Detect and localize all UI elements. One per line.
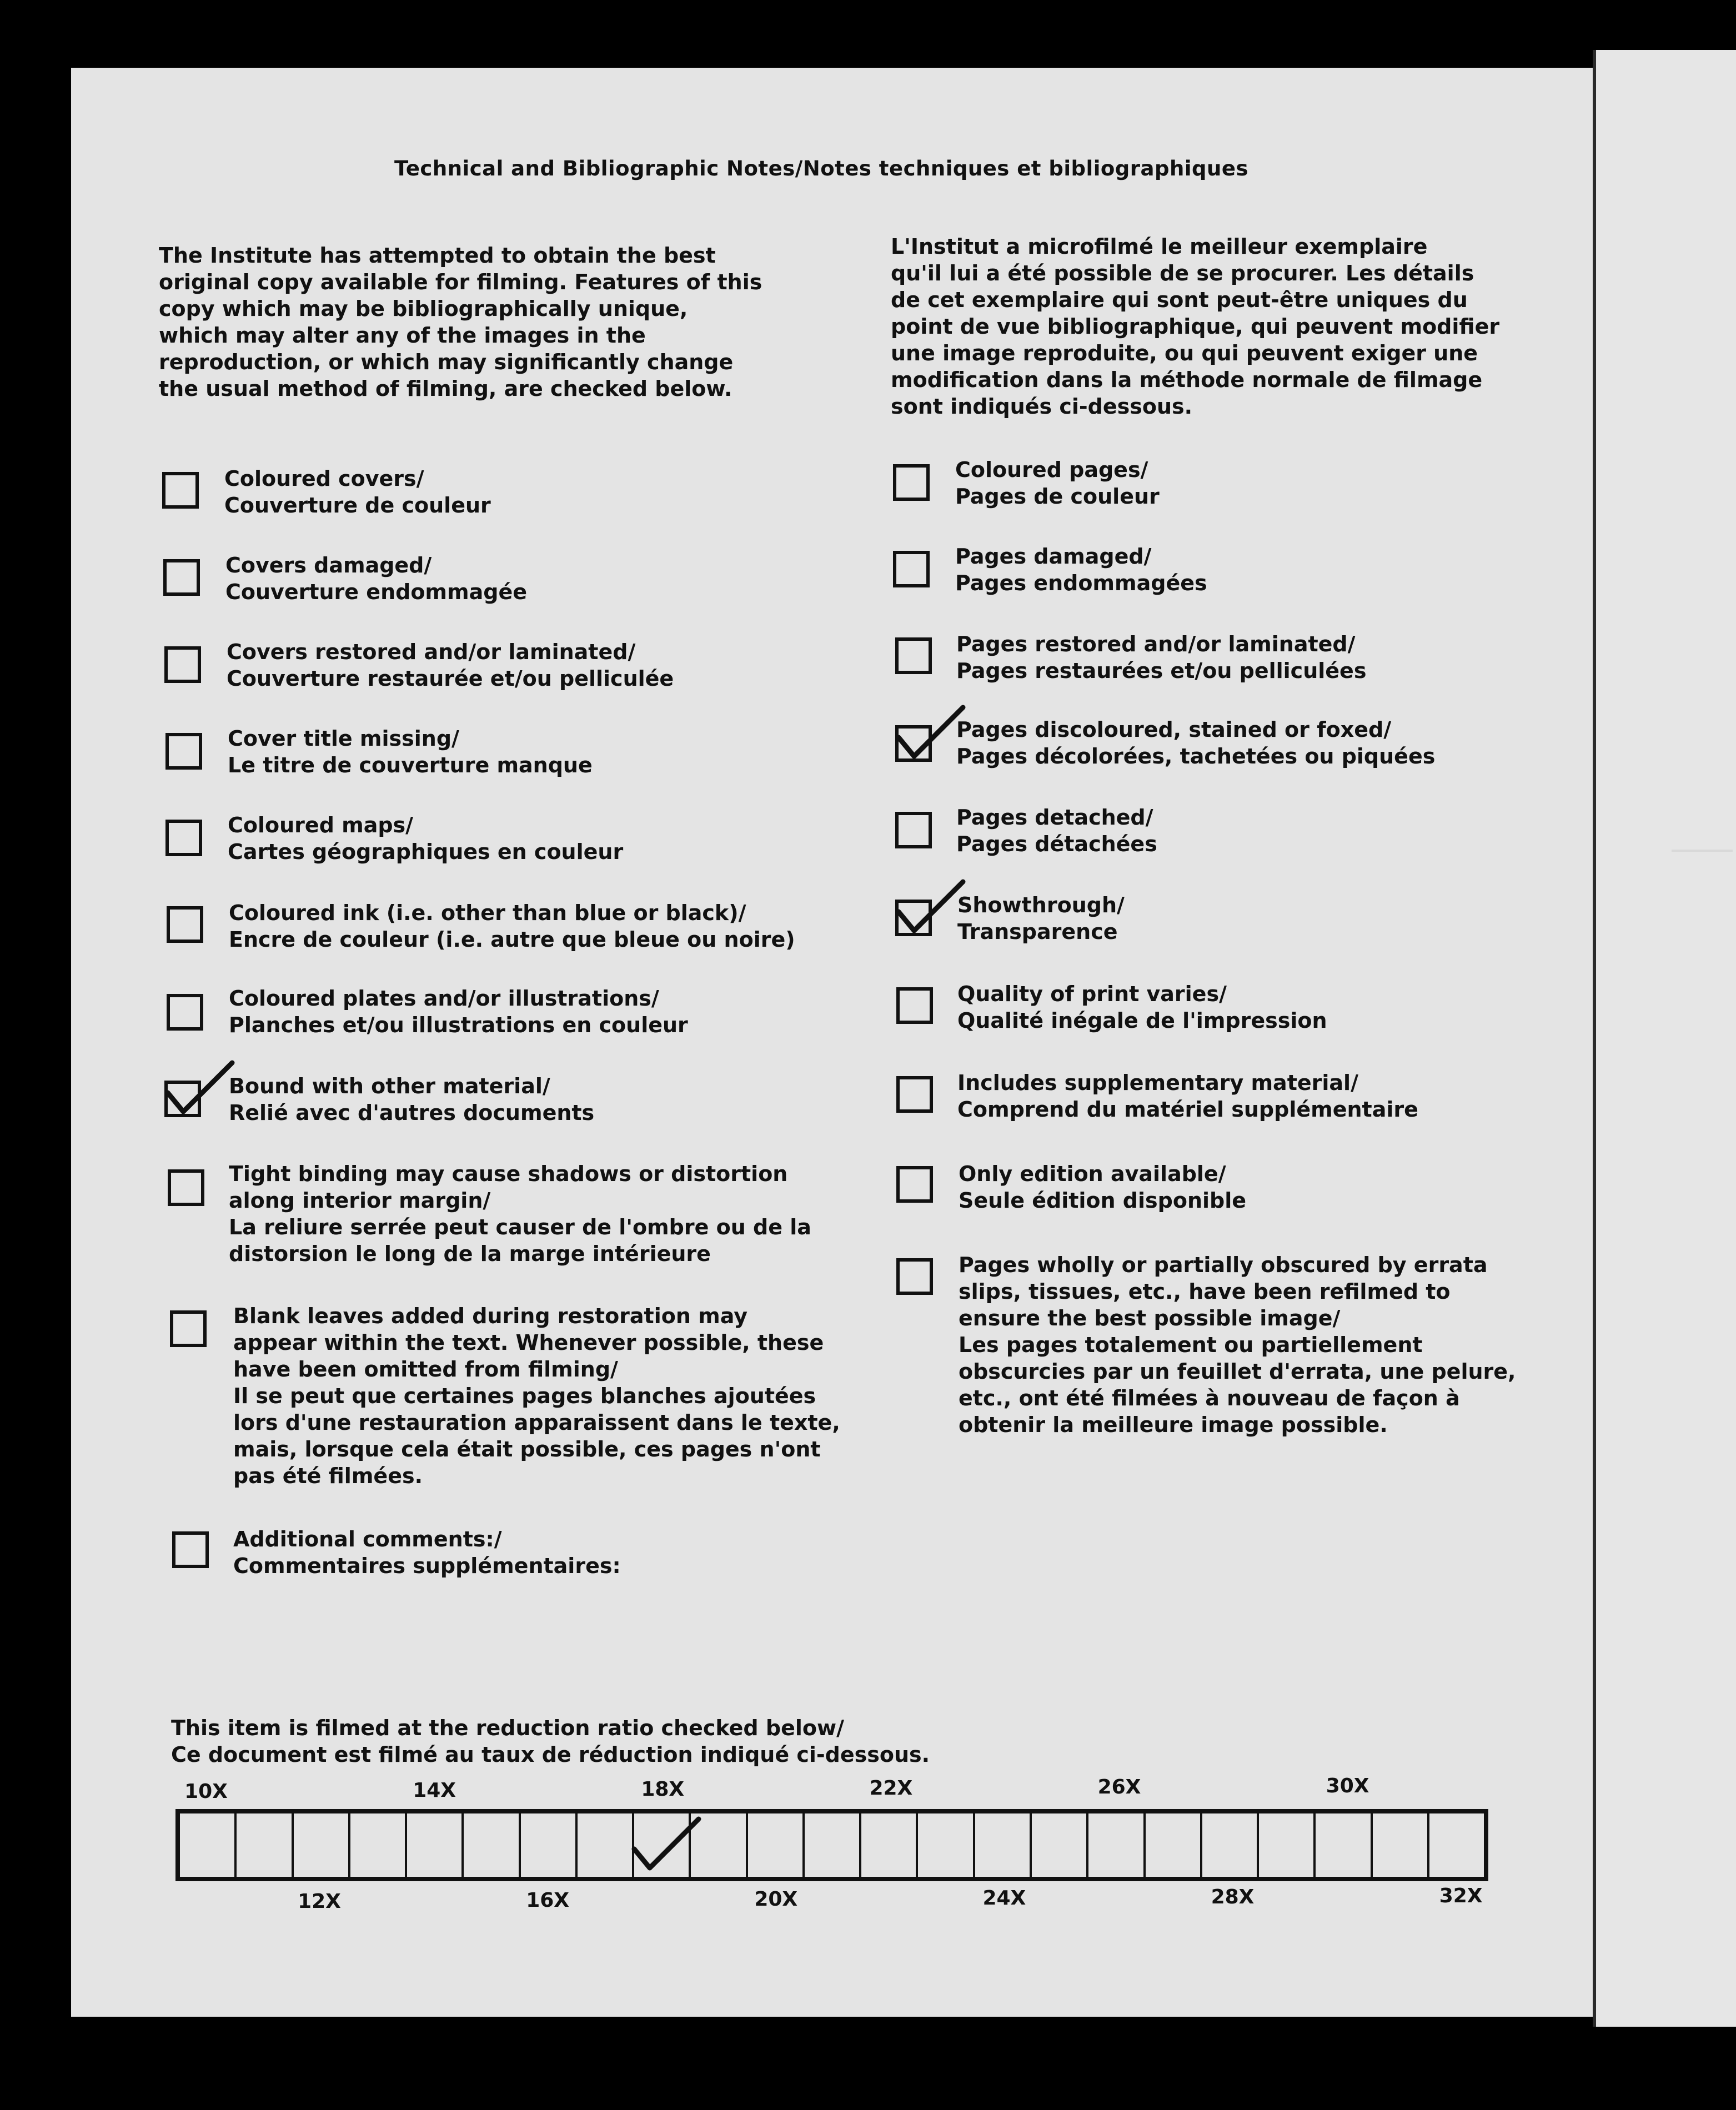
reduction-bottom-label: 28X [1211, 1886, 1255, 1908]
left-item-line: Coloured covers/ [224, 466, 424, 491]
left-item-line: La reliure serrée peut causer de l'ombre ou de la [229, 1215, 811, 1239]
right-checkbox-0[interactable] [893, 464, 930, 501]
right-item-label-2 [956, 631, 1366, 684]
left-checkbox-0[interactable] [162, 472, 199, 509]
intro-fr-line: modification dans la méthode normale de filmage [891, 368, 1483, 392]
reduction-cell[interactable] [407, 1813, 464, 1877]
reduction-intro [171, 1715, 930, 1768]
left-item-line: lors d'une restauration apparaissent dans le texte, [233, 1410, 840, 1435]
adjacent-page [1593, 50, 1736, 2027]
left-checkmark-7 [161, 1058, 239, 1119]
right-item-line: etc., ont été filmées à nouveau de façon à [959, 1386, 1460, 1410]
right-item-line: Pages damaged/ [955, 544, 1152, 569]
right-item-line: Pages restaurées et/ou pelliculées [956, 659, 1367, 683]
left-item-label-5 [229, 900, 795, 953]
reduction-cell[interactable] [1259, 1813, 1316, 1877]
reduction-cell[interactable] [521, 1813, 578, 1877]
right-checkbox-1[interactable] [893, 551, 930, 587]
reduction-cell[interactable] [294, 1813, 350, 1877]
left-item-label-4 [228, 812, 623, 865]
reduction-cell[interactable] [1202, 1813, 1259, 1877]
left-item-line: Blank leaves added during restoration may [233, 1304, 747, 1328]
reduction-cell[interactable] [578, 1813, 634, 1877]
right-item-label-4 [956, 804, 1157, 857]
intro-fr-line: L'Institut a microfilmé le meilleur exemplaire [891, 234, 1428, 259]
reduction-bottom-label: 24X [982, 1887, 1026, 1910]
left-item-label-7 [229, 1073, 594, 1126]
left-checkbox-6[interactable] [167, 994, 203, 1031]
intro-fr-line: de cet exemplaire qui sont peut-être uniques du [891, 288, 1468, 312]
reduction-bottom-label: 32X [1439, 1885, 1483, 1907]
intro-en-line: copy which may be bibliographically unique, [159, 297, 688, 321]
reduction-top-label: 10X [184, 1780, 228, 1803]
reduction-top-label: 14X [413, 1779, 456, 1802]
reduction-ratio-bar [175, 1809, 1488, 1881]
left-checkbox-1[interactable] [163, 559, 200, 596]
reduction-top-label: 18X [641, 1778, 685, 1801]
left-checkbox-3[interactable] [165, 733, 202, 770]
left-item-label-10 [233, 1526, 621, 1579]
right-item-line: Comprend du matériel supplémentaire [957, 1097, 1418, 1122]
left-item-line: Cover title missing/ [228, 726, 459, 751]
reduction-cell[interactable] [861, 1813, 918, 1877]
left-item-line: Tight binding may cause shadows or distortion [229, 1162, 788, 1186]
intro-en-line: original copy available for filming. Features of this [159, 270, 762, 294]
reduction-cell[interactable] [1088, 1813, 1145, 1877]
intro-en-line: reproduction, or which may significantly change [159, 350, 734, 374]
intro-french [891, 233, 1524, 420]
left-checkbox-5[interactable] [167, 906, 203, 943]
reduction-top-label: 26X [1097, 1776, 1141, 1798]
reduction-bottom-label: 20X [754, 1888, 798, 1911]
left-item-line: Additional comments:/ [233, 1527, 502, 1551]
right-item-label-3 [956, 716, 1435, 770]
left-item-line: Coloured maps/ [228, 813, 414, 837]
left-item-line: Relié avec d'autres documents [229, 1101, 595, 1125]
intro-en-line: The Institute has attempted to obtain the best [159, 243, 716, 268]
right-item-label-5 [957, 892, 1125, 945]
left-item-line: Covers damaged/ [225, 553, 432, 577]
left-item-line: distorsion le long de la marge intérieure [229, 1242, 711, 1266]
reduction-cell[interactable] [1373, 1813, 1429, 1877]
right-checkmark-5 [892, 877, 970, 938]
adjacent-page-edge [1593, 50, 1596, 2027]
right-item-label-0 [955, 456, 1160, 510]
right-item-line: Qualité inégale de l'impression [957, 1008, 1327, 1033]
right-checkbox-6[interactable] [896, 987, 933, 1024]
left-item-label-9 [233, 1303, 840, 1489]
left-checkbox-2[interactable] [164, 646, 201, 683]
left-item-label-8 [229, 1160, 811, 1267]
right-item-line: Pages wholly or partially obscured by errata [959, 1253, 1488, 1277]
left-item-label-3 [228, 725, 593, 778]
left-item-line: Couverture de couleur [224, 493, 491, 518]
left-item-line: pas été filmées. [233, 1464, 423, 1488]
right-item-line: ensure the best possible image/ [959, 1306, 1341, 1330]
right-item-label-6 [957, 981, 1327, 1034]
left-item-line: along interior margin/ [229, 1188, 491, 1213]
left-item-line: Il se peut que certaines pages blanches ajoutées [233, 1384, 816, 1408]
reduction-cell[interactable] [748, 1813, 805, 1877]
right-item-line: Showthrough/ [957, 893, 1125, 917]
right-item-line: Les pages totalement ou partiellement [959, 1333, 1423, 1357]
reduction-cell[interactable] [237, 1813, 293, 1877]
reduction-cell[interactable] [975, 1813, 1032, 1877]
intro-fr-line: qu'il lui a été possible de se procurer. Les détails [891, 261, 1474, 285]
intro-en-line: the usual method of filming, are checked below. [159, 376, 732, 401]
left-item-line: Encre de couleur (i.e. autre que bleue ou noire) [229, 927, 795, 952]
right-item-line: Pages endommagées [955, 571, 1207, 595]
right-item-line: Includes supplementary material/ [957, 1071, 1358, 1095]
reduction-cell[interactable] [1429, 1813, 1484, 1877]
reduction-cell[interactable] [1032, 1813, 1088, 1877]
right-checkbox-2[interactable] [895, 637, 932, 674]
reduction-bottom-label: 12X [298, 1890, 341, 1913]
left-item-line: mais, lorsque cela était possible, ces pages n'ont [233, 1437, 821, 1461]
right-checkbox-8[interactable] [896, 1166, 933, 1203]
right-item-line: Seule édition disponible [959, 1188, 1247, 1213]
reduction-cell[interactable] [350, 1813, 407, 1877]
reduction-cell[interactable] [805, 1813, 861, 1877]
left-item-line: Bound with other material/ [229, 1074, 550, 1098]
right-item-line: obtenir la meilleure image possible. [959, 1413, 1388, 1437]
left-item-label-1 [225, 552, 527, 605]
reduction-checkmark-stroke [634, 1819, 699, 1868]
right-checkbox-7[interactable] [896, 1076, 933, 1113]
intro-fr-line: une image reproduite, ou qui peuvent exiger une [891, 341, 1478, 365]
right-checkmark-5-stroke [899, 882, 963, 931]
reduction-bottom-label: 16X [526, 1889, 570, 1912]
right-checkbox-4[interactable] [895, 812, 932, 848]
right-item-label-1 [955, 543, 1207, 596]
right-checkmark-3-stroke [899, 707, 963, 756]
reduction-checkmark [628, 1815, 705, 1876]
right-item-line: slips, tissues, etc., have been refilmed to [959, 1279, 1451, 1304]
reduction-top-label: 30X [1326, 1775, 1369, 1797]
intro-en-line: which may alter any of the images in the [159, 323, 646, 348]
reduction-cell[interactable] [918, 1813, 975, 1877]
scan-speck [1672, 850, 1733, 852]
left-item-line: Couverture endommagée [225, 580, 528, 604]
left-item-label-0 [224, 465, 491, 519]
right-item-line: Pages décolorées, tachetées ou piquées [956, 744, 1436, 768]
left-item-line: Cartes géographiques en couleur [228, 840, 624, 864]
intro-english [159, 242, 792, 402]
right-item-line: Pages discoloured, stained or foxed/ [956, 717, 1392, 742]
left-checkbox-10[interactable] [172, 1531, 209, 1568]
reduction-intro-fr: Ce document est filmé au taux de réduction indiqué ci-dessous. [171, 1742, 930, 1767]
left-checkbox-9[interactable] [170, 1310, 207, 1347]
reduction-cell[interactable] [180, 1813, 237, 1877]
right-item-line: Quality of print varies/ [957, 982, 1227, 1006]
right-item-line: obscurcies par un feuillet d'errata, une pelure, [959, 1359, 1516, 1384]
right-item-line: Coloured pages/ [955, 458, 1148, 482]
left-checkbox-8[interactable] [168, 1169, 204, 1206]
left-item-label-6 [229, 985, 688, 1038]
right-checkbox-9[interactable] [896, 1258, 933, 1295]
left-item-line: Commentaires supplémentaires: [233, 1554, 621, 1578]
right-item-label-9 [959, 1252, 1516, 1438]
left-item-label-2 [227, 639, 674, 692]
left-item-line: Planches et/ou illustrations en couleur [229, 1013, 688, 1037]
reduction-cell[interactable] [1146, 1813, 1202, 1877]
left-item-line: Coloured ink (i.e. other than blue or black)/ [229, 901, 746, 925]
right-item-line: Only edition available/ [959, 1162, 1226, 1186]
right-item-line: Transparence [957, 920, 1118, 944]
left-item-line: appear within the text. Whenever possible, these [233, 1330, 824, 1355]
left-item-line: Couverture restaurée et/ou pelliculée [227, 666, 674, 691]
reduction-intro-en: This item is filmed at the reduction ratio checked below/ [171, 1716, 844, 1740]
left-item-line: Covers restored and/or laminated/ [227, 640, 636, 664]
right-item-line: Pages restored and/or laminated/ [956, 632, 1356, 656]
right-checkmark-3 [892, 703, 970, 764]
intro-fr-line: sont indiqués ci-dessous. [891, 394, 1193, 419]
intro-fr-line: point de vue bibliographique, qui peuvent modifier [891, 314, 1500, 339]
reduction-cell[interactable] [1316, 1813, 1372, 1877]
left-checkbox-4[interactable] [165, 820, 202, 856]
left-item-line: Le titre de couverture manque [228, 753, 593, 777]
reduction-cell[interactable] [464, 1813, 520, 1877]
reduction-top-label: 22X [869, 1777, 913, 1800]
right-item-line: Pages detached/ [956, 805, 1153, 830]
left-checkmark-7-stroke [168, 1063, 232, 1112]
left-item-line: Coloured plates and/or illustrations/ [229, 986, 659, 1011]
right-item-label-7 [957, 1069, 1418, 1123]
right-item-line: Pages détachées [956, 832, 1157, 856]
page-title: Technical and Bibliographic Notes/Notes techniques et bibliographiques [394, 157, 1248, 180]
left-item-line: have been omitted from filming/ [233, 1357, 618, 1381]
right-item-label-8 [959, 1160, 1246, 1214]
right-item-line: Pages de couleur [955, 484, 1160, 509]
